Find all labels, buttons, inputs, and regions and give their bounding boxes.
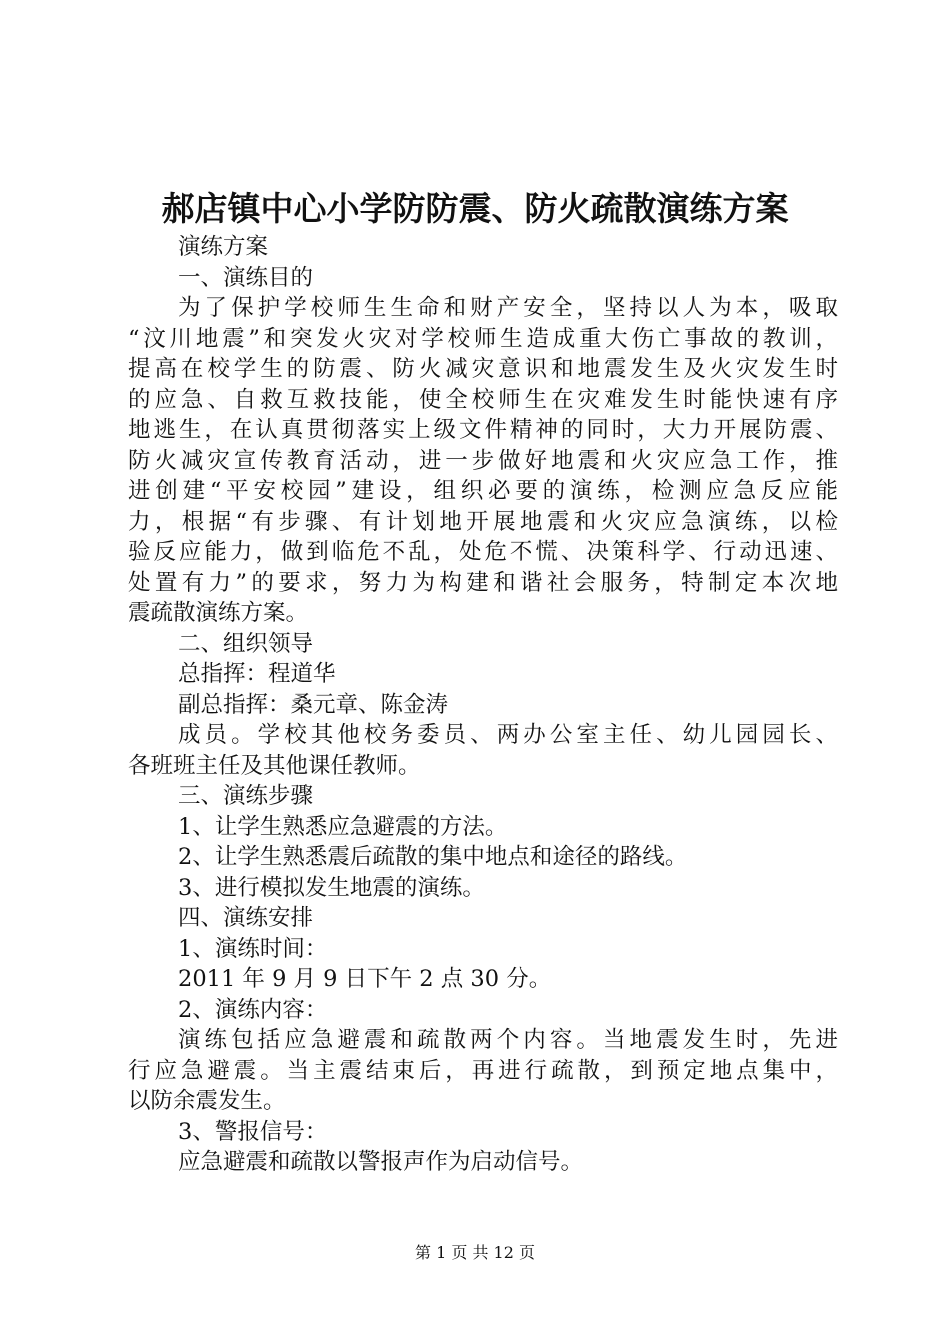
paragraph-line: 处置有力”的要求，努力为构建和谐社会服务，特制定本次地 — [128, 569, 838, 596]
section-heading: 一、演练目的 — [178, 264, 314, 291]
paragraph-line: 以防余震发生。 — [128, 1088, 286, 1114]
paragraph-line: 应急避震和疏散以警报声作为启动信号。 — [178, 1149, 584, 1175]
paragraph-line: 行应急避震。当主震结束后，再进行疏散，到预定地点集中， — [128, 1057, 838, 1084]
drill-time: 2011 年 9 月 9 日下午 2 点 30 分。 — [178, 966, 552, 992]
paragraph-line: 进创建“平安校园”建设，组织必要的演练，检测应急反应能 — [128, 478, 838, 504]
members-line: 成员。学校其他校务委员、两办公室主任、幼儿园园长、 — [178, 722, 838, 748]
section-heading: 四、演练安排 — [178, 905, 314, 931]
section-heading: 二、组织领导 — [178, 630, 314, 657]
commander-line: 总指挥：程道华 — [178, 661, 336, 687]
document-body — [128, 232, 838, 1178]
paragraph-line: 力，根据“有步骤、有计划地开展地震和火灾应急演练，以检 — [128, 508, 838, 535]
document-title: 郝店镇中心小学防防震、防火疏散演练方案 — [161, 189, 789, 228]
paragraph-line: 震疏散演练方案。 — [128, 600, 309, 626]
step-item: 1、让学生熟悉应急避震的方法。 — [178, 813, 508, 840]
paragraph-line: 提高在校学生的防震、防火减灾意识和地震发生及火灾发生时 — [128, 356, 838, 382]
members-line: 各班班主任及其他课任教师。 — [128, 752, 421, 779]
paragraph-line: 地逃生，在认真贯彻落实上级文件精神的同时，大力开展防震、 — [128, 417, 838, 443]
step-item: 2、让学生熟悉震后疏散的集中地点和途径的路线。 — [178, 844, 688, 870]
section-heading: 三、演练步骤 — [178, 783, 314, 809]
sub-heading: 1、演练时间： — [178, 935, 328, 962]
deputy-commander-line: 副总指挥：桑元章、陈金涛 — [178, 691, 449, 718]
paragraph-line: 的应急、自救互救技能，使全校师生在灾难发生时能快速有序 — [128, 386, 838, 413]
paragraph-line: 验反应能力，做到临危不乱，处危不慌、决策科学、行动迅速、 — [128, 539, 838, 565]
sub-heading: 2、演练内容： — [178, 996, 328, 1023]
section-label: 演练方案 — [178, 234, 269, 260]
paragraph-line: 防火减灾宣传教育活动，进一步做好地震和火灾应急工作，推 — [128, 447, 838, 474]
page-number: 第 1 页 共 12 页 — [415, 1243, 535, 1262]
paragraph-line: 为了保护学校师生生命和财产安全，坚持以人为本，吸取 — [178, 295, 838, 321]
step-item: 3、进行模拟发生地震的演练。 — [178, 874, 485, 901]
paragraph-line: “汶川地震”和突发火灾对学校师生造成重大伤亡事故的教训， — [128, 325, 838, 352]
sub-heading: 3、警报信号： — [178, 1118, 328, 1145]
paragraph-line: 演练包括应急避震和疏散两个内容。当地震发生时，先进 — [178, 1027, 838, 1053]
